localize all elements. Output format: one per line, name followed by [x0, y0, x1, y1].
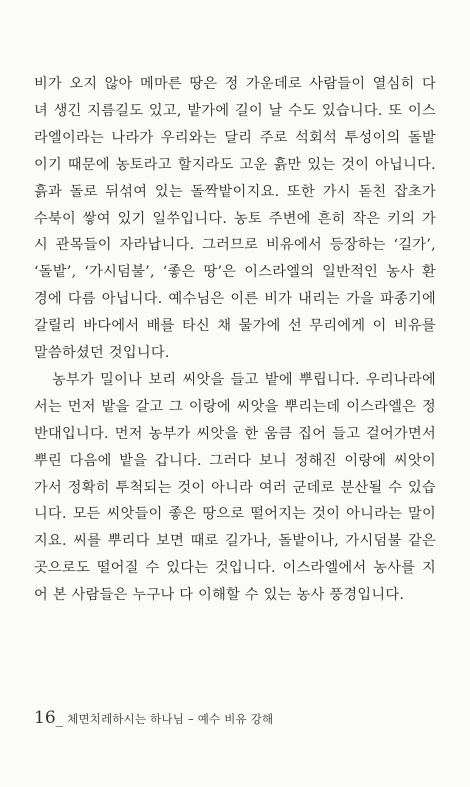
text-line: 가서 정확히 투척되는 것이 아니라 여러 군데로 분산될 수 있습 [34, 479, 436, 496]
text-line: 니다. 모든 씨앗들이 좋은 땅으로 떨어지는 것이 아니라는 말이 [34, 506, 436, 523]
text-line: 라엘이라는 나라가 우리와는 달리 주로 석회석 투성이의 돌밭 [34, 129, 436, 146]
text-line: 흙과 돌로 뒤섞여 있는 돌짝밭이지요. 또한 가시 돋친 잡초가 [34, 183, 436, 200]
footer-separator: _ [55, 709, 64, 727]
page-footer [34, 708, 273, 730]
text-line: 지요. 씨를 뿌리다 보면 때로 길가나, 돌밭이나, 가시덤불 같은 [34, 533, 436, 550]
text-line: 수북이 쌓여 있기 일쑤입니다. 농토 주변에 흔히 작은 키의 가 [34, 210, 436, 227]
text-line: 시 관목들이 자라납니다. 그러므로 비유에서 등장하는 ‘길가’, [34, 237, 436, 254]
text-line: 어 본 사람들은 누구나 다 이해할 수 있는 농사 풍경입니다. [34, 587, 405, 604]
text-line: 반대입니다. 먼저 농부가 씨앗을 한 움큼 집어 들고 걸어가면서 [34, 425, 436, 442]
page-number: 16 [34, 708, 56, 728]
text-line: 경에 다름 아닙니다. 예수님은 이른 비가 내리는 가을 파종기에 [34, 291, 436, 308]
text-line: 곳으로도 떨어질 수 있다는 것입니다. 이스라엘에서 농사를 지 [34, 560, 436, 577]
text-line: 뿌린 다음에 밭을 갑니다. 그러다 보니 정해진 이랑에 씨앗이 [34, 452, 436, 469]
text-line: 비가 오지 않아 메마른 땅은 정 가운데로 사람들이 열심히 다 [34, 76, 436, 92]
text-line: 녀 생긴 지름길도 있고, 밭가에 길이 날 수도 있습니다. 또 이스 [34, 102, 436, 119]
text-line: 서는 먼저 밭을 갈고 그 이랑에 씨앗을 뿌리는데 이스라엘은 정 [34, 398, 436, 415]
text-line: 갈릴리 바다에서 배를 타신 채 물가에 선 무리에게 이 비유를 [34, 318, 436, 335]
running-title: 체면치레하시는 하나님 – 예수 비유 강해 [67, 712, 274, 726]
text-line: 이기 때문에 농토라고 할지라도 고운 흙만 있는 것이 아닙니다. [34, 156, 436, 173]
text-line: 농부가 밀이나 보리 씨앗을 들고 밭에 뿌립니다. 우리나라에 [52, 371, 436, 388]
text-line: 말씀하셨던 것입니다. [34, 345, 170, 361]
text-line: ‘돌밭’, ‘가시덤불’, ‘좋은 땅’은 이스라엘의 일반적인 농사 환 [34, 264, 436, 281]
